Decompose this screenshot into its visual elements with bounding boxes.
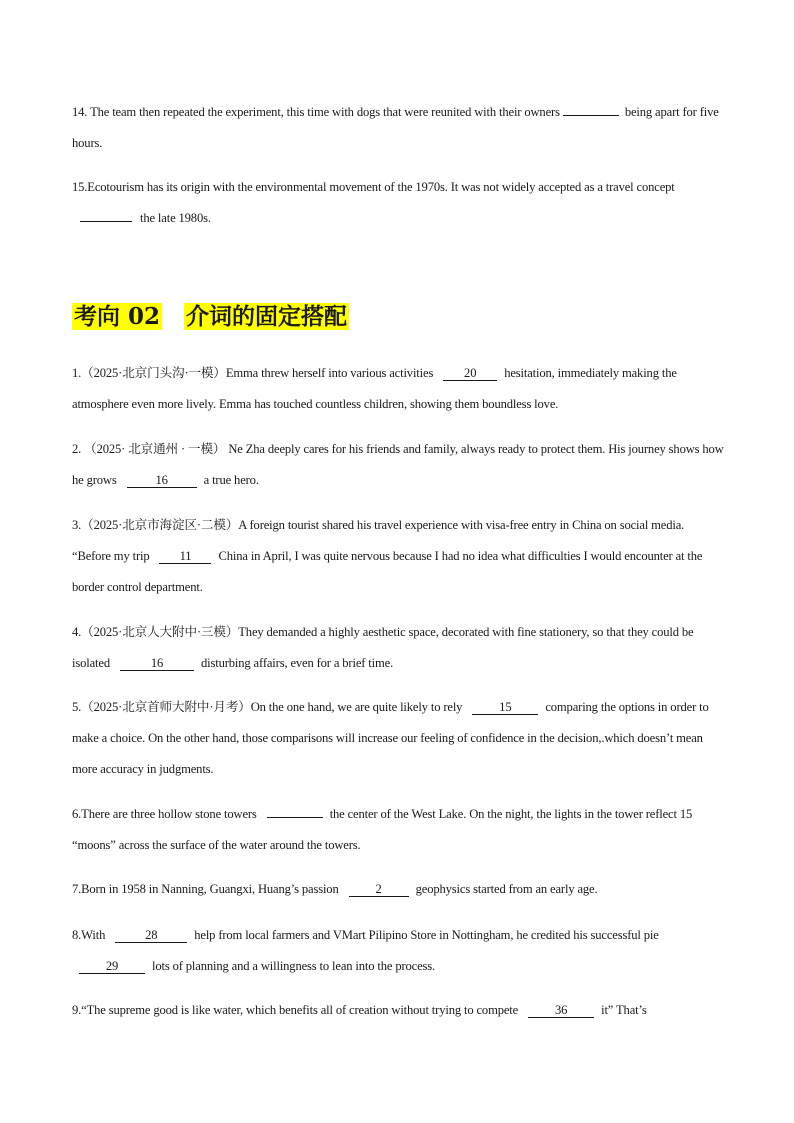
answer-blank[interactable]: 29 xyxy=(79,959,145,974)
answer-blank[interactable]: 11 xyxy=(159,549,211,564)
section-label: 考向 02 xyxy=(74,303,161,330)
answer-blank[interactable] xyxy=(267,803,323,818)
question-text: 1.（2025·北京门头沟·一模）Emma threw herself into various activities xyxy=(72,366,434,380)
question-item xyxy=(72,874,724,905)
question-14 xyxy=(72,97,724,159)
answer-blank[interactable]: 16 xyxy=(127,473,197,488)
question-text: China in April, I was quite nervous because I had no idea what difficulties I would encounter at the border control department. xyxy=(72,549,703,594)
question-text: 7.Born in 1958 in Nanning, Guangxi, Huang’s passion xyxy=(72,882,339,896)
question-text: 14. The team then repeated the experiment, this time with dogs that were reunited with their owners xyxy=(72,105,560,119)
question-text: the late 1980s. xyxy=(140,211,211,225)
answer-blank[interactable]: 16 xyxy=(120,656,194,671)
question-text: 8.With xyxy=(72,928,106,942)
question-text: disturbing affairs, even for a brief time. xyxy=(200,656,394,670)
answer-blank[interactable]: 20 xyxy=(443,366,497,381)
answer-blank[interactable] xyxy=(563,101,619,116)
question-item xyxy=(72,510,724,603)
question-item xyxy=(72,995,724,1026)
question-text: 3.（2025·北京市海淀区·二模）A foreign tourist shared his travel experience with visa-free entry in China on social media. “Before my trip xyxy=(72,518,685,563)
answer-blank[interactable]: 15 xyxy=(472,700,538,715)
question-text: help from local farmers and VMart Pilipino Store in Nottingham, he credited his successful pie xyxy=(194,928,659,942)
question-text: the center of the West Lake. On the night, the lights in the tower reflect 15 “moons” across the surface of the water around the towers. xyxy=(72,807,693,852)
question-text: geophysics started from an early age. xyxy=(415,882,598,896)
question-text: 5.（2025·北京首师大附中·月考）On the one hand, we are quite likely to rely xyxy=(72,700,463,714)
question-15 xyxy=(72,172,724,234)
question-text: lots of planning and a willingness to lean into the process. xyxy=(152,959,436,973)
section-title: 介词的固定搭配 xyxy=(186,303,348,330)
question-text: hesitation, immediately making the atmosphere even more lively. Emma has touched countless children, showing them boundless love. xyxy=(72,366,677,411)
question-text: comparing the options in order to make a choice. On the other hand, those comparisons will increase our feeling of confidence in the decision,.which doesn’t mean more accuracy in judgments. xyxy=(72,700,709,776)
question-item xyxy=(72,358,724,420)
question-text: 15.Ecotourism has its origin with the environmental movement of the 1970s. It was not widely accepted as a travel concept xyxy=(72,180,675,194)
answer-blank[interactable]: 36 xyxy=(528,1003,594,1018)
question-text: 9.“The supreme good is like water, which benefits all of creation without trying to compete xyxy=(72,1003,519,1017)
question-item xyxy=(72,617,724,679)
question-text: it” That’s xyxy=(601,1003,647,1017)
answer-blank[interactable] xyxy=(80,207,132,222)
question-text: 6.There are three hollow stone towers xyxy=(72,807,257,821)
question-item xyxy=(72,434,724,496)
section-heading xyxy=(72,300,349,334)
answer-blank[interactable]: 2 xyxy=(349,882,409,897)
question-text: 4.（2025·北京人大附中·三模）They demanded a highly aesthetic space, decorated with fine stationery, so that they could be isolated xyxy=(72,625,694,670)
question-text: a true hero. xyxy=(203,473,259,487)
question-item xyxy=(72,692,724,785)
question-item xyxy=(72,920,724,982)
question-text: 2. （2025· 北京通州 · 一模） Ne Zha deeply cares for his friends and family, always ready to protect them. His journey shows how he grows xyxy=(72,442,724,487)
question-text: being apart for five hours. xyxy=(72,105,719,150)
question-item xyxy=(72,799,724,861)
answer-blank[interactable]: 28 xyxy=(115,928,187,943)
